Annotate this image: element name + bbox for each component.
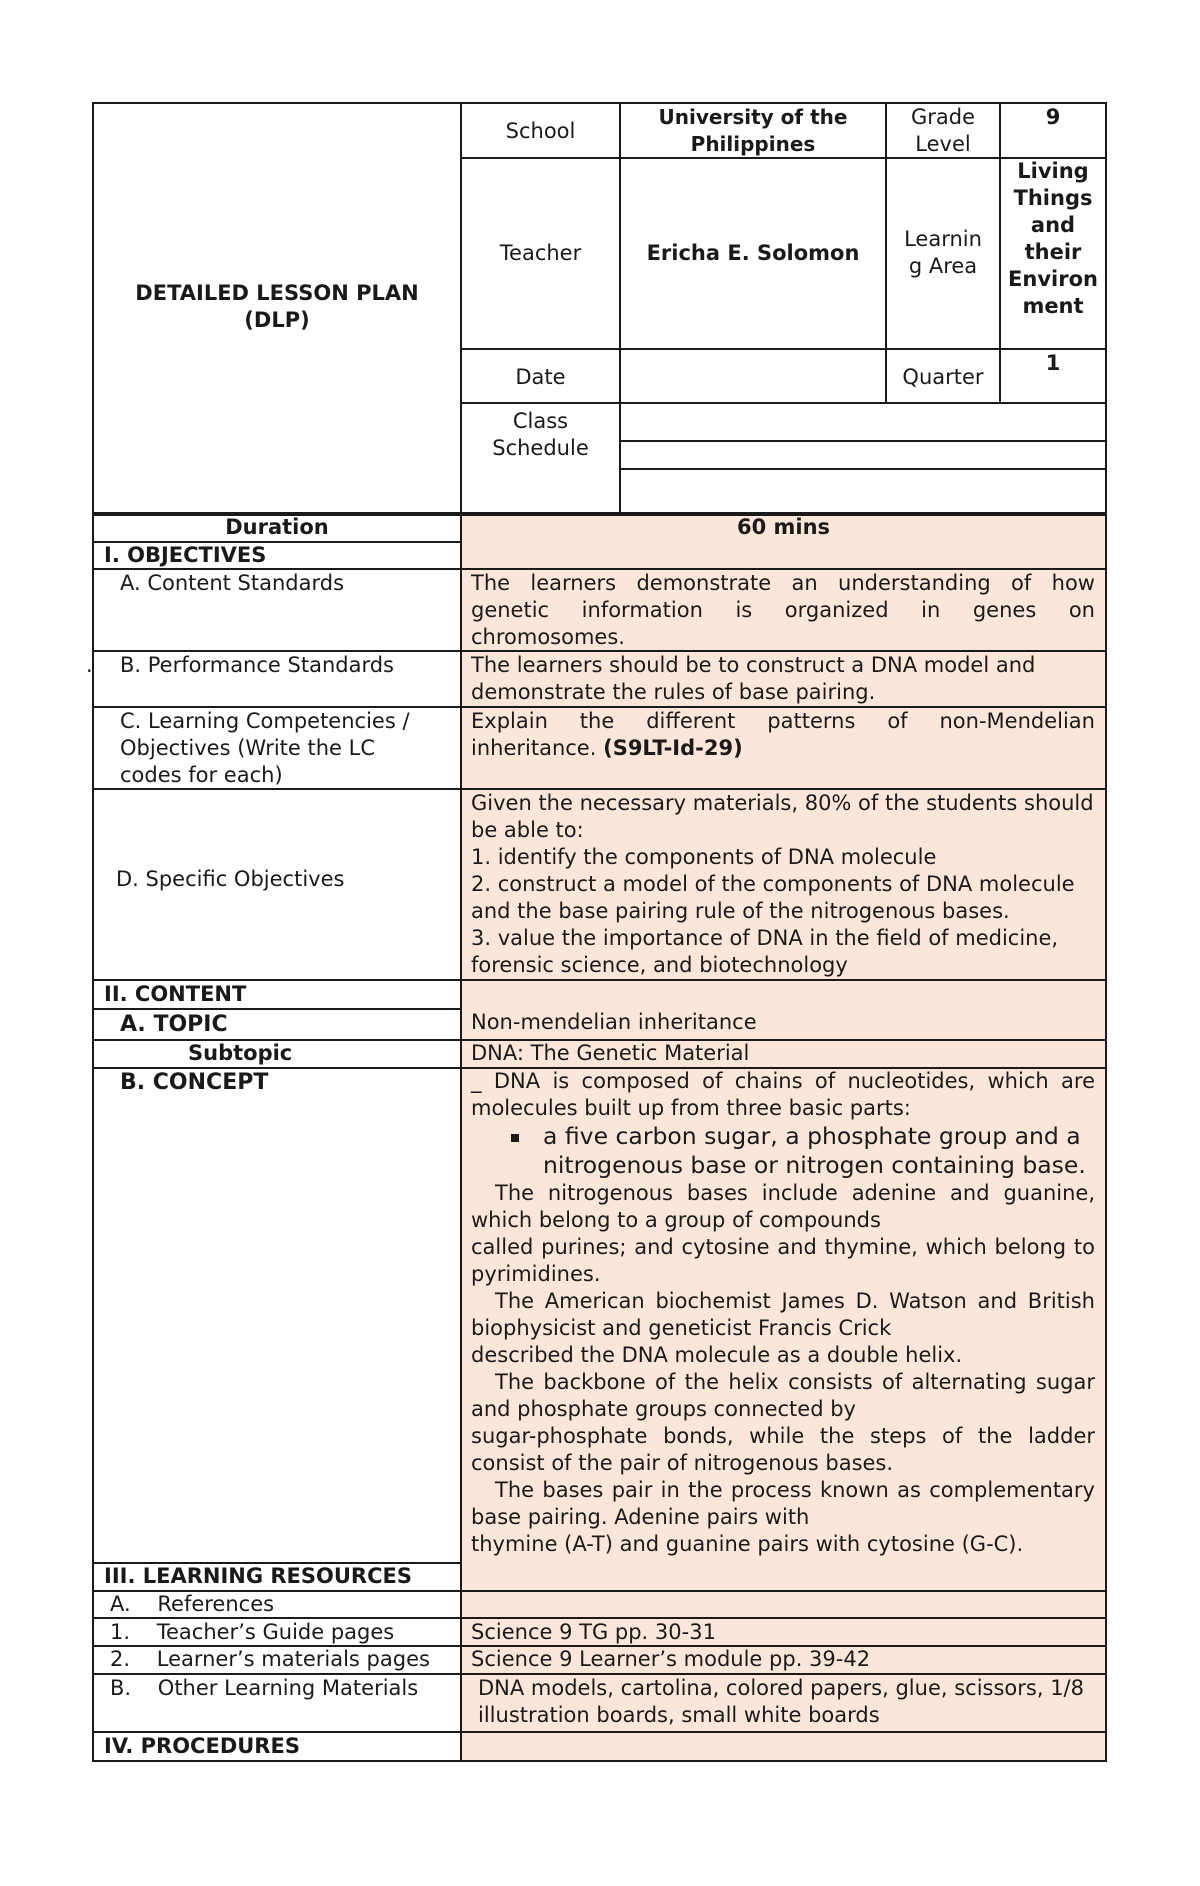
learning-area-label: Learnin g Area [904,227,982,278]
learning-resources-heading: III. LEARNING RESOURCES [104,1564,412,1588]
learners-materials-value: Science 9 Learner’s module pp. 39-42 [471,1647,871,1671]
performance-standards-label: B. Performance Standards [120,653,394,677]
grade-level-label: Grade Level [910,105,976,156]
objectives-heading: I. OBJECTIVES [104,543,267,567]
date-label: Date [515,365,566,389]
specific-objective-item: 2. construct a model of the components of DNA molecule and the base pairing rule of the nitrogenous bases. [471,872,1075,923]
learning-area-value: Living Things and their Environ ment [1008,159,1098,318]
topic-value: Non-mendelian inheritance [471,1010,757,1034]
concept-bullet: a five carbon sugar, a phosphate group and a nitrogenous base or nitrogen containing base. [471,1122,1095,1180]
content-heading: II. CONTENT [104,982,247,1006]
square-bullet-icon [511,1134,519,1142]
references-label: A. References [110,1592,275,1616]
grade-level-value: 9 [1045,105,1061,129]
specific-objectives-text: Given the necessary materials, 80% of the students should be able to: 1. identify the components of DNA molecule 2. construct a model of the components of DNA molecule and the base pairing rule of the nitrogenous bases. 3. value the importance of DNA in the field of medicine, forensic science, and biotechnology [471,791,1094,977]
lc-code: (S9LT-Id-29) [603,736,743,760]
duration-label: Duration [225,515,329,539]
subtopic-label: Subtopic [188,1041,293,1065]
concept-text: _ DNA is composed of chains of nucleotides, which are molecules built up from three basic parts: a five carbon sugar, a phosphate group and a nitrogenous base or nitrogen containing base. The nitrogenous bases include adenine and guanine, which belong to a group of compounds called purines; and cytosine and thymine, which belong to pyrimidines. The American biochemist James D. Watson and British biophysicist and geneticist Francis Crick described the DNA molecule as a double helix. The backbone of the helix consists of alternating sugar and phosphate groups connected by sugar-phosphate bonds, while the steps of the ladder consist of the pair of nitrogenous bases. The bases pair in the process known as complementary base pairing. Adenine pairs with thymine (A-T) and guanine pairs with cytosine (G-C). [471,1069,1095,1556]
concept-label: B. CONCEPT [120,1070,269,1095]
teachers-guide-label: 1. Teacher’s Guide pages [110,1620,395,1644]
specific-objective-item: 1. identify the components of DNA molecule [471,845,937,869]
specific-objectives-label: D. Specific Objectives [116,867,345,891]
school-value: University of the Philippines [658,105,848,156]
content-standards-label: A. Content Standards [120,571,345,595]
learners-materials-label: 2. Learner’s materials pages [110,1647,430,1671]
other-materials-value: DNA models, cartolina, colored papers, glue, scissors, 1/8 illustration boards, small white boards [478,1676,1084,1727]
content-standards-text: The learners demonstrate an understanding of how genetic information is organized in genes on chromosomes. [471,571,1095,649]
duration-value: 60 mins [736,515,831,539]
school-label: School [505,119,576,143]
quarter-value: 1 [1045,351,1061,375]
performance-standards-marker: . [86,653,93,677]
class-schedule-label: Class Schedule [492,409,589,460]
plan-title: DETAILED LESSON PLAN (DLP) [135,281,419,332]
specific-objective-item: 3. value the importance of DNA in the field of medicine, forensic science, and biotechnology [471,926,1059,977]
subtopic-value: DNA: The Genetic Material [471,1041,750,1065]
teacher-label: Teacher [499,241,582,265]
teachers-guide-value: Science 9 TG pp. 30-31 [471,1620,716,1644]
performance-standards-text: The learners should be to construct a DNA model and demonstrate the rules of base pairing. [471,653,1036,704]
learning-competencies-text: Explain the different patterns of non-Mendelian inheritance. (S9LT-Id-29) [471,709,1095,760]
other-materials-label: B. Other Learning Materials [110,1676,419,1700]
quarter-label: Quarter [902,365,984,389]
learning-competencies-label: C. Learning Competencies / Objectives (Write the LC codes for each) [120,709,410,787]
topic-label: A. TOPIC [120,1012,228,1037]
procedures-heading: IV. PROCEDURES [104,1734,300,1758]
teacher-value: Ericha E. Solomon [646,241,860,265]
